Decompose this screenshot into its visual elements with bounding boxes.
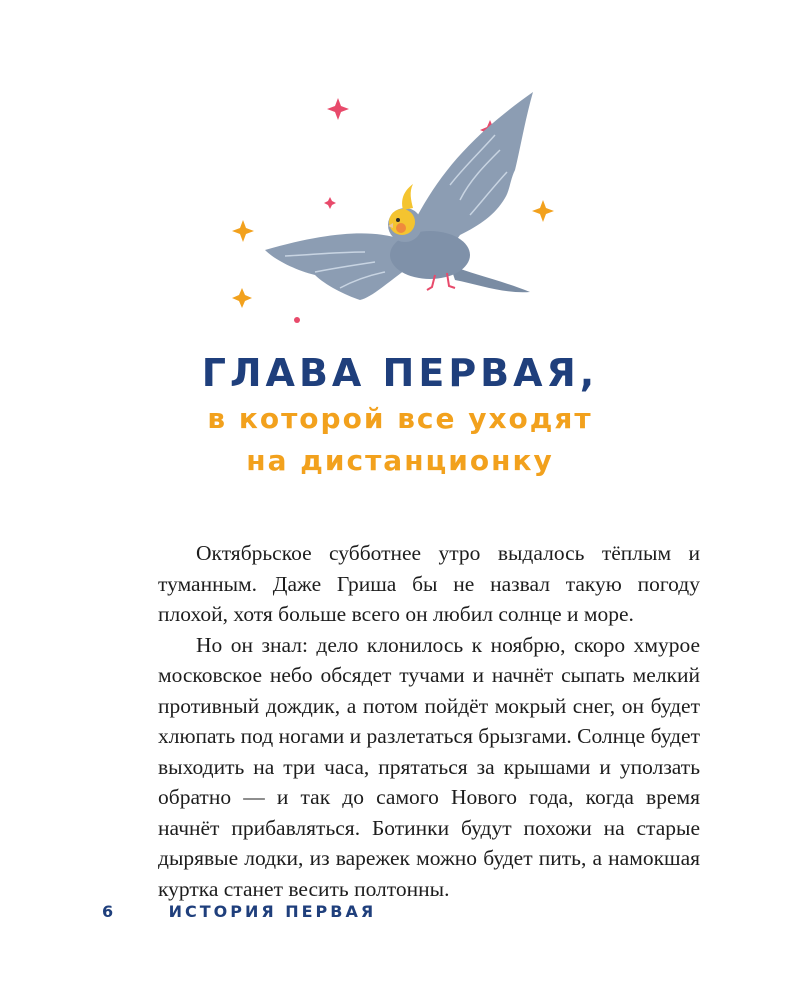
page-number: 6 xyxy=(102,902,117,921)
chapter-subtitle-line-1: в которой все уходят xyxy=(207,402,593,435)
page-footer xyxy=(102,902,376,921)
chapter-heading xyxy=(0,350,800,480)
chapter-body-text xyxy=(158,538,700,904)
chapter-title: ГЛАВА ПЕРВАЯ, xyxy=(201,351,599,395)
paragraph: Но он знал: дело клонилось к ноябрю, скоро хмурое московское небо обсядет тучами и начнёт сыпать мелкий противный дождик, а потом пойдёт мокрый снег, он будет хлюпать под ногами и разлетаться брызгами. Солнце будет выходить на три часа, прятаться за крышами и уползать обратно — и так до самого Нового года, когда время начнёт прибавляться. Ботинки будут похожи на старые дырявые лодки, из варежек можно будет пить, а намокшая куртка станет весить полтонны. xyxy=(158,632,700,901)
cockatiel-flying-icon xyxy=(225,80,595,340)
running-title: ИСТОРИЯ ПЕРВАЯ xyxy=(168,902,377,921)
chapter-subtitle-line-2: на дистанционку xyxy=(246,444,554,477)
cockatiel-illustration xyxy=(225,80,595,340)
paragraph: Октябрьское субботнее утро выдалось тёплым и туманным. Даже Гриша бы не назвал такую погоду плохой, хотя больше всего он любил солнце и море. xyxy=(158,541,700,626)
